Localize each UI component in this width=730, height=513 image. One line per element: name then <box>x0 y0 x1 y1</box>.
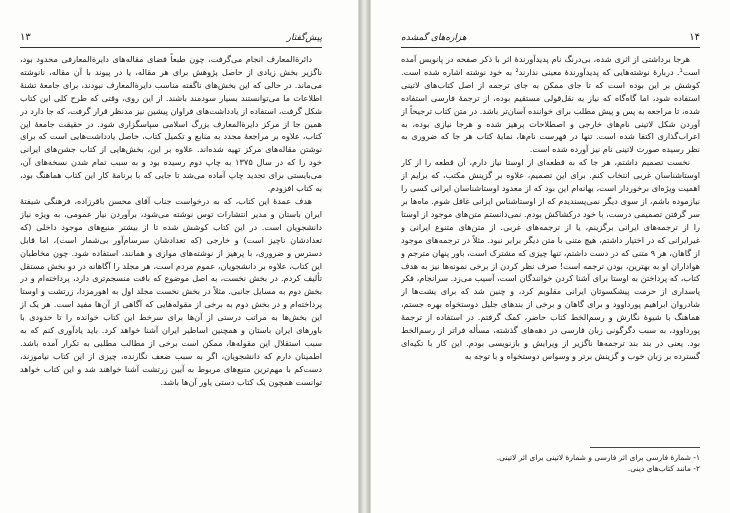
right-running-title: هزاره‌های گمشده <box>401 33 467 43</box>
left-page-number: ۱۳ <box>20 32 31 43</box>
right-page-body <box>401 53 700 443</box>
left-header-rule <box>20 47 322 48</box>
book-gutter <box>359 0 370 513</box>
left-page-body <box>20 53 322 485</box>
footnote: ۱- شمارهٔ فارسی برای اثر فارسی و شمارهٔ لاتینی برای اثر لاتینی. <box>496 453 700 462</box>
footnotes <box>401 452 700 474</box>
right-page-number: ۱۴ <box>689 32 700 43</box>
left-paragraph: دائرةالمعارف انجام می‌گرفت، چون طبعاً فضای مقاله‌های دایرةالمعارفی محدود بود، ناگزیر بخش زیادی از حاصل پژوهش برای هر مقاله، یا در پیوند با آن مقاله، نانوشته می‌ماند. در حالی که این بخش‌های ناگفته مناسب دایرةالمعارف نبودند، برای جامعهٔ تشنهٔ اطلاعات ما می‌توانستند بسیار سودمند باشند. از این روی، وقتی که طرح کلی این کتاب شکل گرفت، استفاده از یادداشت‌های فراوان پیشین نیز مدنظر قرار گرفت، که جا دارد در همین جا از مرکز دایرةالمعارف بزرگ اسلامی سپاسگزاری شود. در حقیقت جامعهٔ این کتاب، علاوه بر مراجعهٔ مجدد به منابع و تکمیل کتاب، حاصل یادداشت‌هایی است که برای نوشتن مقاله‌های مرکز تهیه شده‌اند. علاوه بر این، بخش‌هایی از کتاب جشن‌های ایرانی خود را که در سال ۱۳۷۵ به چاپ دوم رسیده بود و به سبب تمام شدن نسخه‌های آن، می‌بایستی برای تجدید چاپ آماده می‌شد تا جایی که با برنامهٔ کار این کتاب هماهنگ بود، به کتاب افزودم. <box>20 54 322 194</box>
right-paragraph: هرجا برداشتی از اثری شده، بی‌درنگ نام پدیدآورندهٔ اثر با ذکر صفحه در پانویس آمده است¹. دربارهٔ نوشته‌هایی که پدیدآورندهٔ معینی ندارند² به خود نوشته اشاره شده است. کوشش بر این بوده است که تا جای ممکن به جای ترجمه از اصل کتاب‌های لاتینی استفاده شود، اما گاه‌گاه که نیاز به نقل‌قولی مستقیم بوده، از ترجمهٔ فارسی استفاده شده، تا مراجعه به پس و پیش مطلب برای خواننده آسان‌تر باشد. در متن کتاب ترجیحاً از آوردن شکل لاتینی نام‌های خارجی و اصطلاحات پرهیز شده و هرجا نیازی بوده، به اعراب‌گذاری اکتفا شده است. تنها در فهرست نام‌ها، نمایهٔ کتاب هر جا که ضروری به نظر رسیده صورت لاتینی نام نیز آورده شده است. <box>401 54 700 155</box>
left-paragraph: هدف عمدهٔ این کتاب، که به درخواست جناب آقای محسن باقرزاده، فرهنگی شیفتهٔ ایران باستان و مدیر انتشارات توس نوشته می‌شود، برآوردن نیاز عمومی، به ویژه نیاز دانشجویان است. در این کتاب کوشش شده تا از بیشتر منبع‌های موجود داخلی (که تعدادشان ناچیز است) و خارجی (که تعدادشان سرسام‌آور بی‌شمار است)، اما قابل دسترس و ضروری، با پرهیز از نوشته‌های موازی و همانند، استفاده شود. چون مخاطبان این کتاب، علاوه بر دانشجویان، عموم مردم است، هر مجلد را آگاهانه در دو بخش مستقل تألیف کردم. در بخش نخست، به اصل موضوع که بافت منسجم‌تری دارد، پرداخته‌ام و در بخش دوم به مسایل جانبی. مثلاً در بخش نخست مجلد اول به اهورمزدا، زرتشت و اوستا پرداخته‌ام و در بخش دوم به برخی از مقوله‌هایی که آگاهی از آن‌ها مفید است. هر یک از این بخش‌ها به مراتب درستی از آن‌ها برای سرخط این کتاب خوانده را تا حدودی با باورهای ایران باستان و همچنین اساطیر ایران آشنا خواهد کرد. باید یادآوری کنم که به سبب استقلال این مقوله‌ها، ممکن است برخی از مطالب مطلبی به تکرار آمده باشد. اطمینان دارم که دانشجویان، اگر به سبب ضعف نگارنده، چیزی از این کتاب نیاموزند، دست‌کم با مهم‌ترین منبع‌های مربوط به آیین زرتشت آشنا خواهند شد و این کتاب خواهد توانست همچون یک کتاب دستی یاور آن‌ها باشد. <box>20 195 322 387</box>
right-paragraph: نخست تصمیم داشتم، هر جا که به قطعه‌ای از اوستا نیاز دارم، آن قطعه را از کار اوستاشناسان غربی انتخاب کنم. برای این تصمیم، علاوه بر گزینش مکتب، که برایم از اهمیت ویژه‌ای برخوردار است، بهانه‌ام این بود که از معدود اوستاشناسان ایرانی کسی را نیازموده باشم، از سوی دیگر نمی‌پسندیدم که از اوستاشناس ایرانی غافل شوم. ماه‌ها بر سر گرفتن تصمیمی درست، با خود درکشاکش بودم. نمی‌دانستم متن‌های موجود از اوستا را از ترجمه‌های ایرانی برگزینم، یا از ترجمه‌های غربی. از متن‌های متنوع ایرانی و غیرایرانی که در اختیار داشتم، هیچ متنی با متن دیگر برابر نبود. مثلاً در ترجمه‌های موجود از گاهان، هر ۹ متنی که در دست داشتم، تنها چیزی که مشترک است، باور پنهان مترجم و هواداران او به بهترین، بودن ترجمه است! صرف نظر کردن از برخی نمونه‌ها نیز به هدف کتاب، که پرداختن به اوستا برای آشنا کردن خوانندگان است، آسیب می‌زد. سرانجام، فکر پاسداری از حرمت پیشکسوتان ایرانی مقلوبم کرد، و چنین شد که برای یشت‌ها از شادروان ابراهیم پورداوود و برای گاهان و برخی از بندهای جلیل دوستخواه بهره جستم، هماهنگ با شیوهٔ نگارش و رسم‌الخط کتاب حاضر، کمک گرفتم. در استفاده از ترجمهٔ پورداوود، به سبب دگرگونی زبان فارسی در دهه‌های گذشته، مسأله فراتر از رسم‌الخط بود. یعنی در بند بند ترجمه‌ها ناگزیر از ویرایش و بازنویسی بودم. این کار با تکیه‌ای گسترده بر زبان خوب و گزینش برتر و وسواس دوستخواه و با توجه به <box>401 157 700 361</box>
footnote: ۲- مانند کتاب‌های دینی. <box>627 464 700 473</box>
left-page <box>0 0 359 513</box>
left-page-header <box>20 32 322 44</box>
left-running-title: پیش‌گفتار <box>286 33 322 43</box>
right-page <box>370 0 730 513</box>
footnote-rule <box>590 447 700 448</box>
right-header-rule <box>401 47 700 48</box>
right-page-header <box>401 32 700 44</box>
